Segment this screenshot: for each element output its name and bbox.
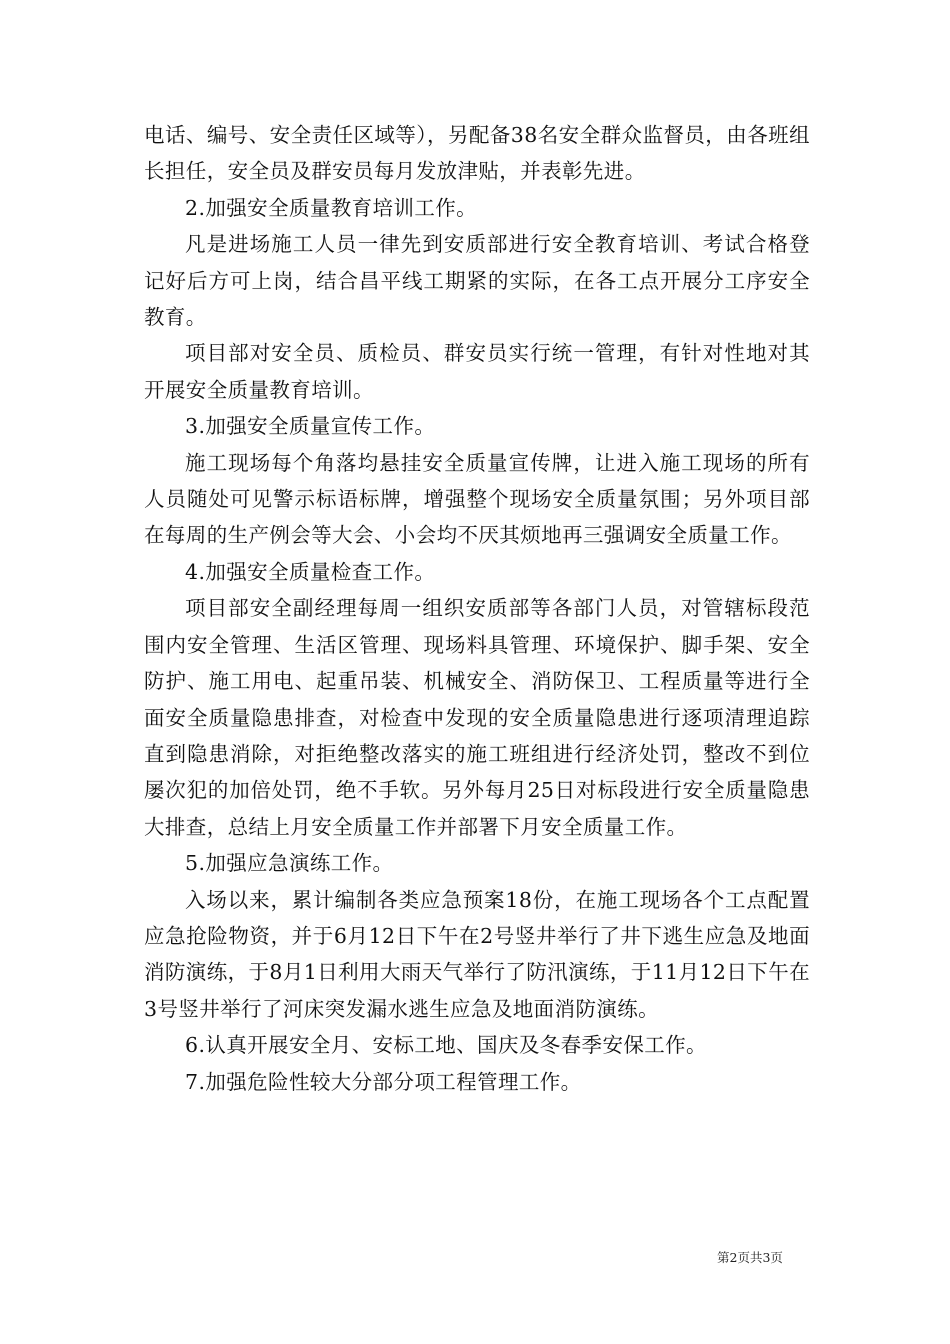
heading-2-education-training: 2.加强安全质量教育培训工作。: [185, 195, 478, 220]
page-number: 第2页共3页: [717, 1250, 783, 1265]
heading-5-emergency-drill: 5.加强应急演练工作。: [185, 851, 394, 876]
document-body: [144, 117, 810, 1100]
paragraph-1: 电话、编号、安全责任区域等），另配备38名安全群众监督员，由各班组长担任，安全员及群安员每月发放津贴，并表彰先进。: [144, 123, 810, 184]
heading-3-publicity: 3.加强安全质量宣传工作。: [185, 414, 436, 439]
paragraph-4: 项目部对安全员、质检员、群安员实行统一管理，有针对性地对其开展安全质量教育培训。: [144, 341, 810, 402]
paragraph-6: 施工现场每个角落均悬挂安全质量宣传牌，让进入施工现场的所有人员随处可见警示标语标牌，增强整个现场安全质量氛围；另外项目部在每周的生产例会等大会、小会均不厌其烦地再三强调安全质量工作。: [144, 450, 810, 548]
heading-6-safety-month: 6.认真开展安全月、安标工地、国庆及冬春季安保工作。: [185, 1033, 707, 1058]
heading-4-inspection: 4.加强安全质量检查工作。: [185, 559, 436, 584]
paragraph-10: 入场以来，累计编制各类应急预案18份，在施工现场各个工点配置应急抢险物资，并于6月12日下午在2号竖井举行了井下逃生应急及地面消防演练，于8月1日利用大雨天气举行了防汛演练，于11月12日下午在3号竖井举行了河床突发漏水逃生应急及地面消防演练。: [144, 887, 810, 1021]
heading-7-hazardous-works: 7.加强危险性较大分部分项工程管理工作。: [185, 1069, 582, 1094]
paragraph-8: 项目部安全副经理每周一组织安质部等各部门人员，对管辖标段范围内安全管理、生活区管理、现场料具管理、环境保护、脚手架、安全防护、施工用电、起重吊装、机械安全、消防保卫、工程质量等进行全面安全质量隐患排查，对检查中发现的安全质量隐患进行逐项清理追踪直到隐患消除，对拒绝整改落实的施工班组进行经济处罚，整改不到位屡次犯的加倍处罚，绝不手软。另外每月25日对标段进行安全质量隐患大排查，总结上月安全质量工作并部署下月安全质量工作。: [144, 596, 810, 839]
paragraph-3: 凡是进场施工人员一律先到安质部进行安全教育培训、考试合格登记好后方可上岗，结合昌平线工期紧的实际，在各工点开展分工序安全教育。: [144, 232, 810, 330]
